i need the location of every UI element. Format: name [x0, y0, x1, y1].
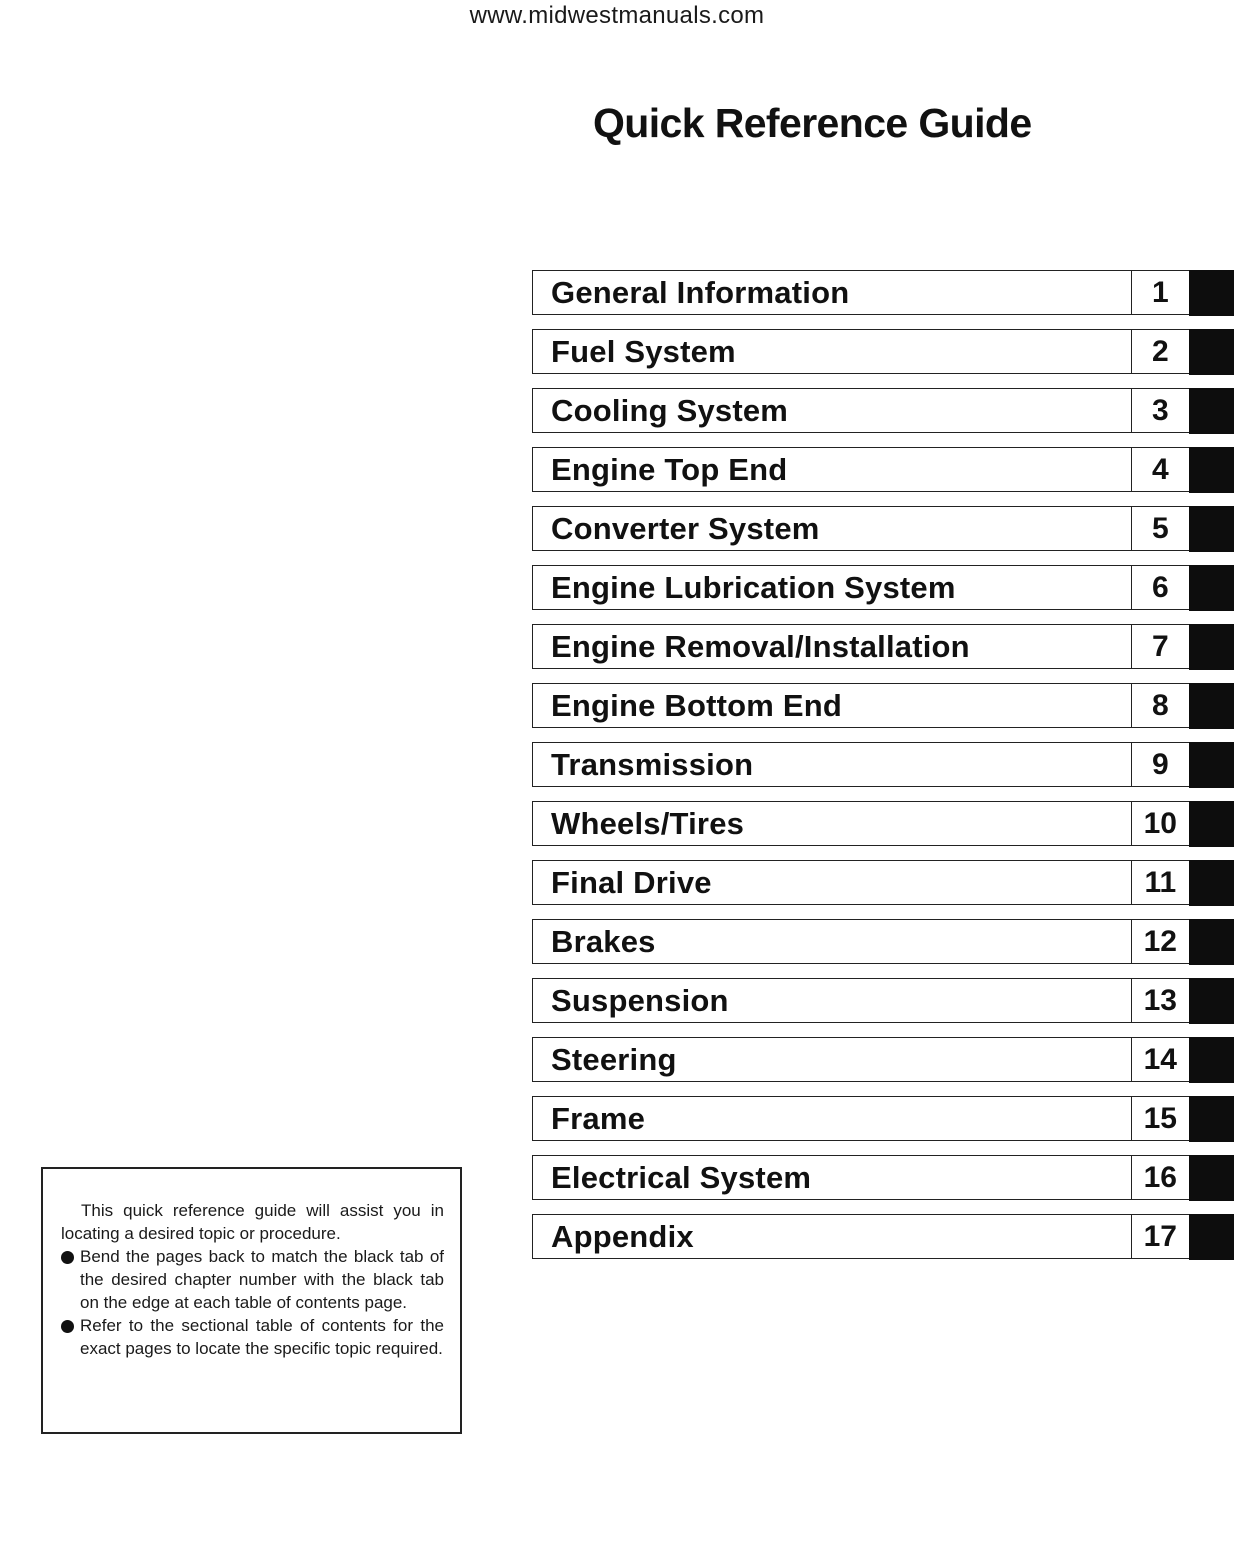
- chapter-number-cell: [1131, 1155, 1189, 1200]
- chapter-label: Converter System: [551, 510, 820, 546]
- chapter-row[interactable]: [532, 860, 1234, 907]
- chapter-label-cell: [532, 565, 1131, 610]
- chapter-label: Engine Removal/Installation: [551, 628, 970, 664]
- chapter-label: General Information: [551, 274, 850, 310]
- chapter-row[interactable]: [532, 624, 1234, 671]
- chapter-number-cell: [1131, 1214, 1189, 1259]
- chapter-label-cell: [532, 447, 1131, 492]
- chapter-number: 4: [1151, 452, 1169, 486]
- chapter-label: Engine Bottom End: [551, 687, 842, 723]
- black-tab[interactable]: [1189, 978, 1234, 1024]
- black-tab[interactable]: [1189, 860, 1234, 906]
- chapter-number: 14: [1143, 1042, 1177, 1076]
- chapter-number: 17: [1143, 1219, 1177, 1253]
- black-tab[interactable]: [1189, 1155, 1234, 1201]
- chapter-label-cell: [532, 1155, 1131, 1200]
- black-tab[interactable]: [1189, 565, 1234, 611]
- chapter-label: Suspension: [551, 982, 729, 1018]
- chapter-label: Final Drive: [551, 864, 712, 900]
- chapter-label-cell: [532, 1214, 1131, 1259]
- black-tab[interactable]: [1189, 1214, 1234, 1260]
- chapter-label-cell: [532, 978, 1131, 1023]
- black-tab[interactable]: [1189, 624, 1234, 670]
- black-tab[interactable]: [1189, 801, 1234, 847]
- chapter-label-cell: [532, 683, 1131, 728]
- black-tab[interactable]: [1189, 447, 1234, 493]
- chapter-number: 3: [1151, 393, 1169, 427]
- chapter-label: Cooling System: [551, 392, 789, 428]
- chapter-number-cell: [1131, 742, 1189, 787]
- chapter-number: 7: [1151, 629, 1169, 663]
- chapter-number-cell: [1131, 801, 1189, 846]
- chapter-label: Engine Lubrication System: [551, 569, 956, 605]
- chapter-label-cell: [532, 860, 1131, 905]
- chapter-number-cell: [1131, 447, 1189, 492]
- chapter-number: 15: [1143, 1101, 1177, 1135]
- bullet-dot-icon: [61, 1320, 74, 1333]
- chapter-label: Appendix: [551, 1218, 694, 1254]
- black-tab[interactable]: [1189, 388, 1234, 434]
- black-tab[interactable]: [1189, 742, 1234, 788]
- chapter-number: 9: [1151, 747, 1169, 781]
- chapter-label-cell: [532, 801, 1131, 846]
- black-tab[interactable]: [1189, 919, 1234, 965]
- chapter-label: Engine Top End: [551, 451, 788, 487]
- chapter-number-cell: [1131, 1096, 1189, 1141]
- chapter-label-cell: [532, 270, 1131, 315]
- chapter-number: 6: [1151, 570, 1169, 604]
- black-tab[interactable]: [1189, 329, 1234, 375]
- chapter-number-cell: [1131, 919, 1189, 964]
- chapter-number-cell: [1131, 388, 1189, 433]
- chapter-label: Electrical System: [551, 1159, 812, 1195]
- black-tab[interactable]: [1189, 683, 1234, 729]
- chapter-row[interactable]: [532, 1155, 1234, 1202]
- chapter-number-cell: [1131, 624, 1189, 669]
- chapter-label-cell: [532, 329, 1131, 374]
- chapter-row[interactable]: [532, 565, 1234, 612]
- chapter-number-cell: [1131, 1037, 1189, 1082]
- chapter-row[interactable]: [532, 1214, 1234, 1261]
- chapter-label-cell: [532, 742, 1131, 787]
- black-tab[interactable]: [1189, 270, 1234, 316]
- chapter-label-cell: [532, 1037, 1131, 1082]
- usage-note-box: [41, 1167, 462, 1434]
- chapter-label: Frame: [551, 1100, 646, 1136]
- chapter-row[interactable]: [532, 388, 1234, 435]
- chapter-label: Transmission: [551, 746, 754, 782]
- usage-note-bullet-text: Bend the pages back to match the black tab of the desired chapter number with the black tab on the edge at each table of contents page.: [80, 1247, 444, 1312]
- chapter-label: Wheels/Tires: [551, 805, 745, 841]
- chapter-label-cell: [532, 506, 1131, 551]
- site-url[interactable]: www.midwestmanuals.com: [469, 2, 765, 29]
- chapter-label-cell: [532, 624, 1131, 669]
- chapter-label-cell: [532, 388, 1131, 433]
- chapter-number-cell: [1131, 860, 1189, 905]
- chapter-row[interactable]: [532, 447, 1234, 494]
- chapter-label-cell: [532, 1096, 1131, 1141]
- black-tab[interactable]: [1189, 1037, 1234, 1083]
- chapter-row[interactable]: [532, 683, 1234, 730]
- chapter-number: 5: [1151, 511, 1169, 545]
- black-tab[interactable]: [1189, 506, 1234, 552]
- chapter-label-cell: [532, 919, 1131, 964]
- chapter-row[interactable]: [532, 506, 1234, 553]
- chapter-number: 13: [1143, 983, 1177, 1017]
- chapter-number-cell: [1131, 270, 1189, 315]
- chapter-row[interactable]: [532, 329, 1234, 376]
- chapter-row[interactable]: [532, 801, 1234, 848]
- chapter-number-cell: [1131, 565, 1189, 610]
- chapter-number: 11: [1144, 865, 1177, 899]
- bullet-dot-icon: [61, 1251, 74, 1264]
- chapter-row[interactable]: [532, 919, 1234, 966]
- chapter-label: Fuel System: [551, 333, 736, 369]
- usage-note-bullet: [61, 1245, 444, 1314]
- chapter-label: Brakes: [551, 923, 656, 959]
- chapter-number-cell: [1131, 978, 1189, 1023]
- chapter-row[interactable]: [532, 1037, 1234, 1084]
- chapter-number: 2: [1151, 334, 1169, 368]
- page-title: Quick Reference Guide: [593, 100, 1032, 146]
- usage-note-bullet: [61, 1314, 444, 1360]
- chapter-label: Steering: [551, 1041, 677, 1077]
- chapter-number: 10: [1143, 806, 1177, 840]
- chapter-list: [532, 270, 1234, 1273]
- chapter-number-cell: [1131, 506, 1189, 551]
- chapter-row[interactable]: [532, 742, 1234, 789]
- usage-note-intro: This quick reference guide will assist you in locating a desired topic or procedure.: [61, 1201, 444, 1243]
- black-tab[interactable]: [1189, 1096, 1234, 1142]
- chapter-number: 12: [1143, 924, 1177, 958]
- chapter-row[interactable]: [532, 1096, 1234, 1143]
- chapter-number: 8: [1151, 688, 1169, 722]
- chapter-number: 1: [1151, 275, 1169, 309]
- chapter-number-cell: [1131, 329, 1189, 374]
- chapter-row[interactable]: [532, 978, 1234, 1025]
- chapter-number-cell: [1131, 683, 1189, 728]
- usage-note-bullet-text: Refer to the sectional table of contents for the exact pages to locate the specific topic required.: [80, 1316, 444, 1358]
- chapter-number: 16: [1143, 1160, 1177, 1194]
- chapter-row[interactable]: [532, 270, 1234, 317]
